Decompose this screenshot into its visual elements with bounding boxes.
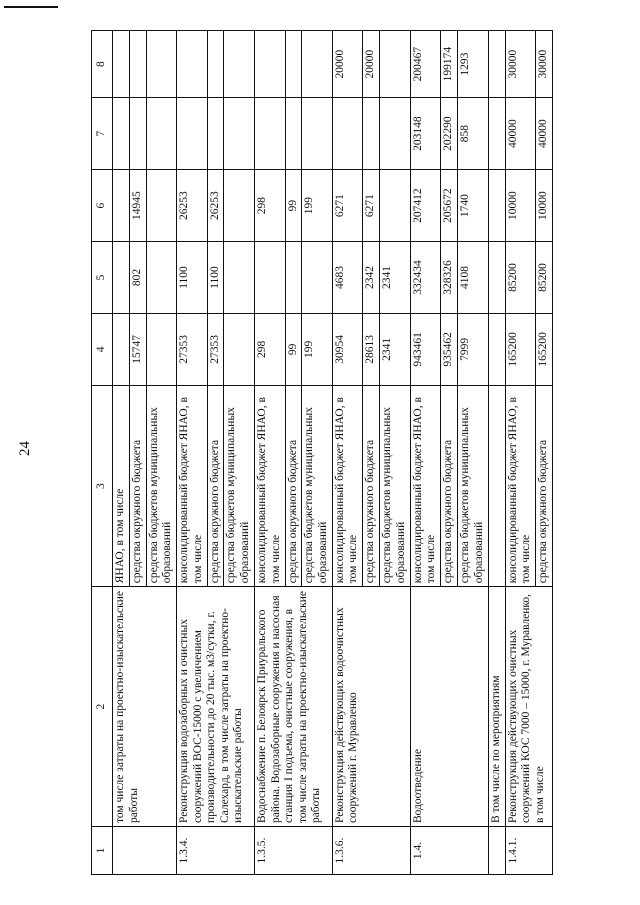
value-c8 [113, 31, 130, 98]
funding-source: средства бюджетов муниципальных образований [458, 385, 489, 586]
value-c4: 27353 [207, 313, 224, 385]
funding-source: консолидированный бюджет ЯНАО, в том числе [410, 385, 441, 586]
funding-source: средства окружного бюджета [207, 385, 224, 586]
value-c8 [177, 31, 208, 98]
item-number [488, 827, 505, 875]
value-c8 [129, 31, 146, 98]
value-c6: 10000 [505, 170, 536, 242]
top-rule [4, 6, 58, 8]
value-c5: 85200 [536, 242, 553, 314]
value-c8 [255, 31, 286, 98]
item-number: 1.4. [410, 827, 488, 875]
funding-source: консолидированный бюджет ЯНАО, в том числе [505, 385, 536, 586]
value-c8 [302, 31, 333, 98]
value-c4 [113, 313, 130, 385]
value-c4: 7999 [458, 313, 489, 385]
item-name: Реконструкция водозаборных и очистных сооружений ВОС-15000 с увеличением производительности до 20 тыс. м3/сутки, г. Салехард, в том числе затраты на проектно-изыскательские работы [177, 587, 255, 827]
value-c6 [224, 170, 255, 242]
value-c4: 935462 [441, 313, 458, 385]
value-c8 [207, 31, 224, 98]
value-c7 [285, 98, 302, 170]
table-row [177, 31, 208, 875]
funding-source: консолидированный бюджет ЯНАО, в том числе [177, 385, 208, 586]
value-c6: 6271 [363, 170, 380, 242]
value-c7 [177, 98, 208, 170]
item-name: Реконструкция действующих очистных сооружений КОС 7000 – 15000, г. Муравленко, в том числе [505, 587, 553, 827]
value-c5 [255, 242, 286, 314]
value-c8: 30000 [505, 31, 536, 98]
column-header-8: 8 [92, 31, 113, 98]
value-c5 [113, 242, 130, 314]
column-header-2: 2 [92, 587, 113, 827]
value-c8: 1293 [458, 31, 489, 98]
value-c7 [302, 98, 333, 170]
table-row [410, 31, 441, 875]
item-name: Водоотведение [410, 587, 488, 827]
column-header-7: 7 [92, 98, 113, 170]
value-c8: 20000 [363, 31, 380, 98]
funding-source: ЯНАО, в том числе [113, 385, 130, 586]
value-c8 [380, 31, 411, 98]
value-c7: 202290 [441, 98, 458, 170]
value-c7 [380, 98, 411, 170]
column-header-5: 5 [92, 242, 113, 314]
item-number: 1.3.4. [177, 827, 255, 875]
value-c5: 802 [129, 242, 146, 314]
value-c6: 199 [302, 170, 333, 242]
column-header-1: 1 [92, 827, 113, 875]
value-c5 [224, 242, 255, 314]
item-name: том числе затраты на проектно-изыскательские работы [113, 587, 177, 827]
column-header-6: 6 [92, 170, 113, 242]
value-c6 [488, 170, 505, 242]
funding-source: средства окружного бюджета [129, 385, 146, 586]
funding-source: консолидированный бюджет ЯНАО, в том числе [332, 385, 363, 586]
table-row [488, 31, 505, 875]
value-c6 [146, 170, 177, 242]
value-c6: 99 [285, 170, 302, 242]
value-c5: 328326 [441, 242, 458, 314]
value-c8: 199174 [441, 31, 458, 98]
item-number: 1.4.1. [505, 827, 553, 875]
value-c4: 99 [285, 313, 302, 385]
table-row [332, 31, 363, 875]
funding-source: средства бюджетов муниципальных образований [146, 385, 177, 586]
value-c5: 4683 [332, 242, 363, 314]
item-name: В том числе по мероприятиям [488, 587, 505, 827]
value-c4 [488, 313, 505, 385]
table-row [505, 31, 536, 875]
funding-source: средства бюджетов муниципальных образований [302, 385, 333, 586]
value-c4: 943461 [410, 313, 441, 385]
value-c8 [224, 31, 255, 98]
column-header-4: 4 [92, 313, 113, 385]
value-c5: 332434 [410, 242, 441, 314]
value-c7 [363, 98, 380, 170]
item-number [113, 827, 177, 875]
value-c7 [255, 98, 286, 170]
value-c8 [146, 31, 177, 98]
value-c6: 207412 [410, 170, 441, 242]
funding-source: средства окружного бюджета [285, 385, 302, 586]
value-c7: 40000 [505, 98, 536, 170]
value-c4: 165200 [505, 313, 536, 385]
funding-source: средства бюджетов муниципальных образований [380, 385, 411, 586]
value-c5: 2342 [363, 242, 380, 314]
value-c7: 858 [458, 98, 489, 170]
value-c4: 199 [302, 313, 333, 385]
value-c8 [285, 31, 302, 98]
value-c7 [332, 98, 363, 170]
item-number: 1.3.6. [332, 827, 410, 875]
table-row [255, 31, 286, 875]
header-row [92, 31, 113, 875]
value-c4 [146, 313, 177, 385]
funding-source: средства бюджетов муниципальных образований [224, 385, 255, 586]
funding-source [488, 385, 505, 586]
item-name: Водоснабжение п. Белоярск Приуральского района. Водозаборные сооружения и насосная станция I подъема, очистные сооружения, в том числе затраты на проектно-изыскательские работы [255, 587, 333, 827]
value-c8: 30000 [536, 31, 553, 98]
value-c4: 27353 [177, 313, 208, 385]
value-c5 [146, 242, 177, 314]
funding-source: средства окружного бюджета [441, 385, 458, 586]
value-c6: 26253 [177, 170, 208, 242]
value-c7 [129, 98, 146, 170]
value-c4: 298 [255, 313, 286, 385]
value-c6: 1740 [458, 170, 489, 242]
value-c7 [146, 98, 177, 170]
value-c7 [488, 98, 505, 170]
value-c4: 15747 [129, 313, 146, 385]
value-c7 [113, 98, 130, 170]
value-c8: 20000 [332, 31, 363, 98]
value-c5 [488, 242, 505, 314]
value-c6: 10000 [536, 170, 553, 242]
value-c6: 298 [255, 170, 286, 242]
value-c4 [224, 313, 255, 385]
value-c5: 1100 [207, 242, 224, 314]
value-c7: 203148 [410, 98, 441, 170]
value-c5: 85200 [505, 242, 536, 314]
value-c6: 205672 [441, 170, 458, 242]
value-c8 [488, 31, 505, 98]
value-c5: 4108 [458, 242, 489, 314]
value-c6 [380, 170, 411, 242]
budget-table [91, 30, 553, 875]
table-row [113, 31, 130, 875]
value-c6: 26253 [207, 170, 224, 242]
item-number: 1.3.5. [255, 827, 333, 875]
value-c4: 165200 [536, 313, 553, 385]
value-c5 [285, 242, 302, 314]
funding-source: средства окружного бюджета [536, 385, 553, 586]
rotated-table-container [91, 30, 553, 875]
value-c7 [224, 98, 255, 170]
value-c5 [302, 242, 333, 314]
value-c6 [113, 170, 130, 242]
item-name: Реконструкция действующих водоочистных сооружений г. Муравленко [332, 587, 410, 827]
value-c6: 14945 [129, 170, 146, 242]
value-c7: 40000 [536, 98, 553, 170]
funding-source: консолидированный бюджет ЯНАО, в том числе [255, 385, 286, 586]
value-c4: 28613 [363, 313, 380, 385]
value-c6: 6271 [332, 170, 363, 242]
page-number: 24 [17, 441, 33, 456]
funding-source: средства окружного бюджета [363, 385, 380, 586]
column-header-3: 3 [92, 385, 113, 586]
value-c4: 2341 [380, 313, 411, 385]
value-c7 [207, 98, 224, 170]
value-c5: 1100 [177, 242, 208, 314]
value-c5: 2341 [380, 242, 411, 314]
value-c4: 30954 [332, 313, 363, 385]
value-c8: 200467 [410, 31, 441, 98]
